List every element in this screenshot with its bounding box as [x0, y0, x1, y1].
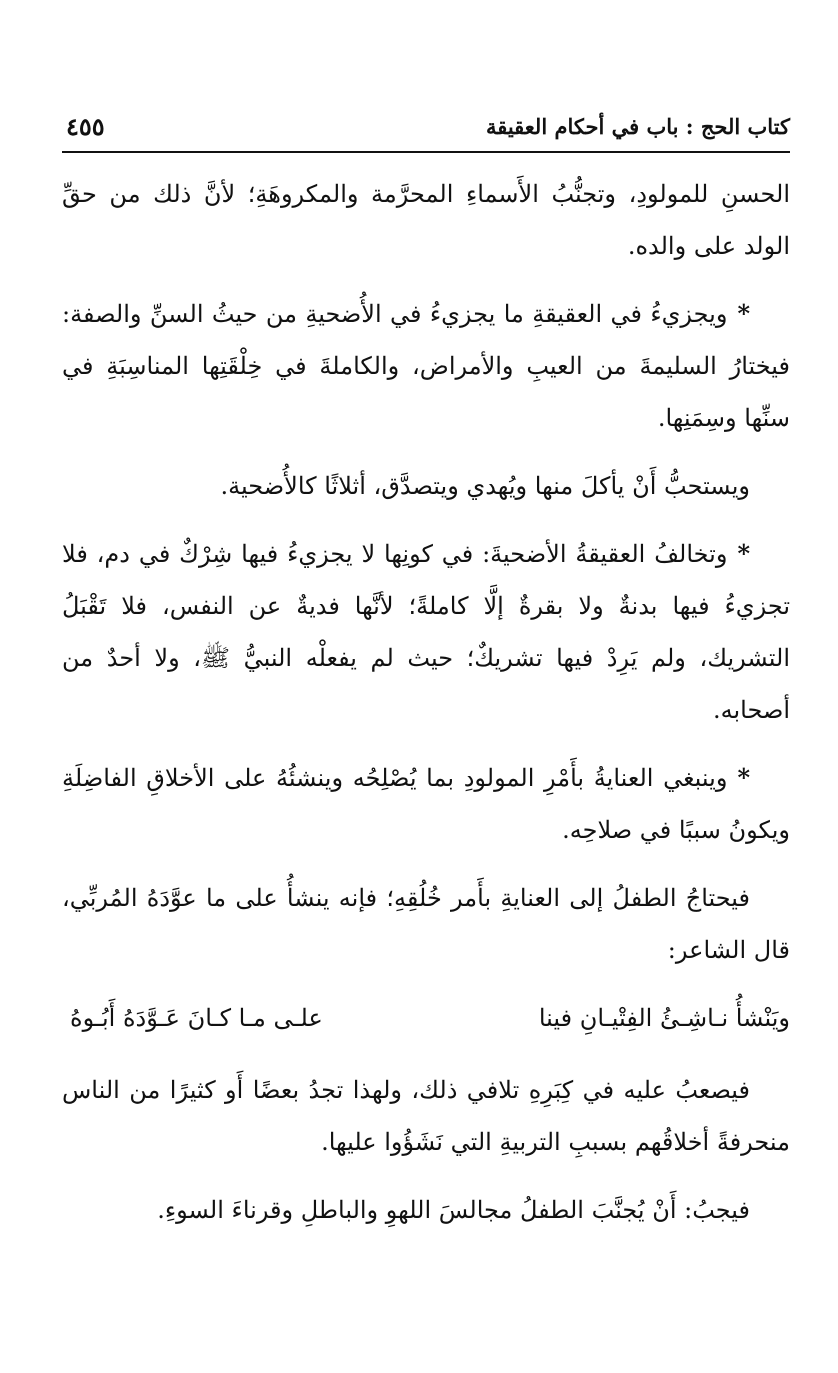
paragraph-distribution: [62, 460, 790, 512]
asterisk-marker: *: [737, 299, 750, 328]
verse-second-hemistich: علـى مـا كـانَ عَـوَّدَهُ أَبُـوهُ: [70, 1004, 323, 1032]
verse-first-hemistich: ويَنْشأُ نـاشِـئُ الفِتْيـانِ فينا: [538, 1004, 790, 1032]
paragraph-text: فيحتاجُ الطفلُ إلى العنايةِ بأَمر خُلُقِهِ؛ فإنه ينشأُ على ما عوَّدَهُ المُربِّي، قال الشاعر:: [62, 884, 790, 964]
running-title: كتاب الحج : باب في أحكام العقيقة: [485, 114, 790, 139]
paragraph-differences: [62, 528, 790, 736]
paragraph-text: وينبغي العنايةُ بأَمْرِ المولودِ بما يُصْلِحُه وينشئُهُ على الأخلاقِ الفاضِلَةِ ويكونُ سببًا في صلاحِه.: [62, 764, 790, 844]
paragraph-text: الحسنِ للمولودِ، وتجنُّبُ الأَسماءِ المحرَّمة والمكروهَةِ؛ لأنَّ ذلك من حقِّ الولد على والده.: [62, 180, 790, 260]
paragraph-continuation: [62, 168, 790, 272]
asterisk-marker: *: [737, 763, 750, 792]
header-rule: [62, 151, 790, 153]
paragraph-text: وتخالفُ العقيقةُ الأضحيةَ: في كونِها لا يجزيءُ فيها شِرْكٌ في دم، فلا تجزيءُ فيها بدنةٌ ولا بقرةٌ إلَّا كاملةً؛ لأنَّها فديةٌ عن النفس، فلا تَقْبَلُ التشريك، ولم يَرِدْ فيها تشريكٌ؛ حيث لم يفعلْه النبيُّ ﷺ، ولا أحدٌ من أصحابه.: [62, 540, 790, 724]
paragraph-text: فيجبُ: أَنْ يُجنَّبَ الطفلُ مجالسَ اللهوِ والباطلِ وقرناءَ السوءِ.: [157, 1196, 750, 1224]
paragraph-upbringing: [62, 872, 790, 976]
page-header: [62, 108, 790, 148]
body-text: [62, 168, 790, 1252]
poetry-verse: [62, 992, 790, 1044]
paragraph-obligation: [62, 1184, 790, 1236]
paragraph-text: فيصعبُ عليه في كِبَرِهِ تلافي ذلك، ولهذا تجدُ بعضًا أَو كثيرًا من الناس منحرفةً أخلاقُهم بسببِ التربيةِ التي نَشَؤُوا عليها.: [62, 1076, 790, 1156]
paragraph-difficulty: [62, 1064, 790, 1168]
asterisk-marker: *: [737, 539, 750, 568]
paragraph-sacrifice-conditions: [62, 288, 790, 444]
paragraph-child-care: [62, 752, 790, 856]
paragraph-text: ويستحبُّ أَنْ يأكلَ منها ويُهدي ويتصدَّق، أثلاثًا كالأُضحية.: [220, 472, 750, 500]
page-number: ٤٥٥: [66, 112, 105, 141]
paragraph-text: ويجزيءُ في العقيقةِ ما يجزيءُ في الأُضحيةِ من حيثُ السنِّ والصفة: فيختارُ السليمةَ من العيبِ والأمراض، والكاملةَ في خِلْقَتِها المناسِبَةِ في سنِّها وسِمَنِها.: [62, 300, 790, 432]
